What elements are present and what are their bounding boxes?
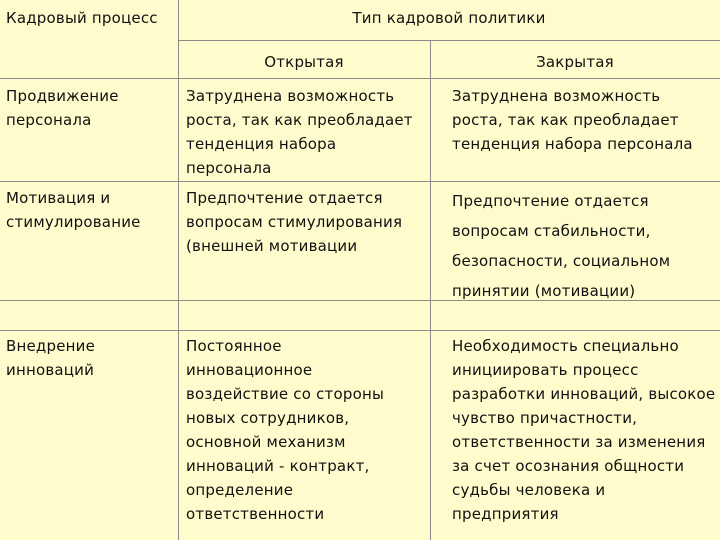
row-closed: Необходимость специально инициировать процесс разработки инноваций, высокое чувство причастности, ответственности за изменения за счет осознания общности судьбы человека и предприятия: [452, 337, 716, 523]
grid-line: [0, 181, 720, 182]
row-process: Мотивация и стимулирование: [6, 189, 141, 231]
row-open: Затруднена возможность роста, так как преобладает тенденция набора персонала: [186, 87, 413, 177]
row-process: Продвижение персонала: [6, 87, 119, 129]
header-closed: Закрытая: [536, 53, 614, 71]
grid-line: [0, 78, 720, 79]
grid-line: [430, 40, 431, 540]
header-policy-type: Тип кадровой политики: [352, 9, 546, 27]
grid-line: [178, 40, 720, 41]
row-open: Постоянное инновационное воздействие со стороны новых сотрудников, основной механизм инноваций - контракт, определение ответственности: [186, 337, 385, 523]
grid-line: [178, 0, 179, 540]
row-closed: Затруднена возможность роста, так как преобладает тенденция набора персонала: [452, 87, 693, 153]
row-process: Внедрение инноваций: [6, 337, 96, 379]
row-open: Предпочтение отдается вопросам стимулирования (внешней мотивации: [186, 189, 403, 255]
grid-line: [0, 330, 720, 331]
header-open: Открытая: [264, 53, 344, 71]
row-closed: Предпочтение отдается вопросам стабильности, безопасности, социальном принятии (мотивации): [452, 192, 671, 300]
header-process: Кадровый процесс: [6, 9, 158, 27]
